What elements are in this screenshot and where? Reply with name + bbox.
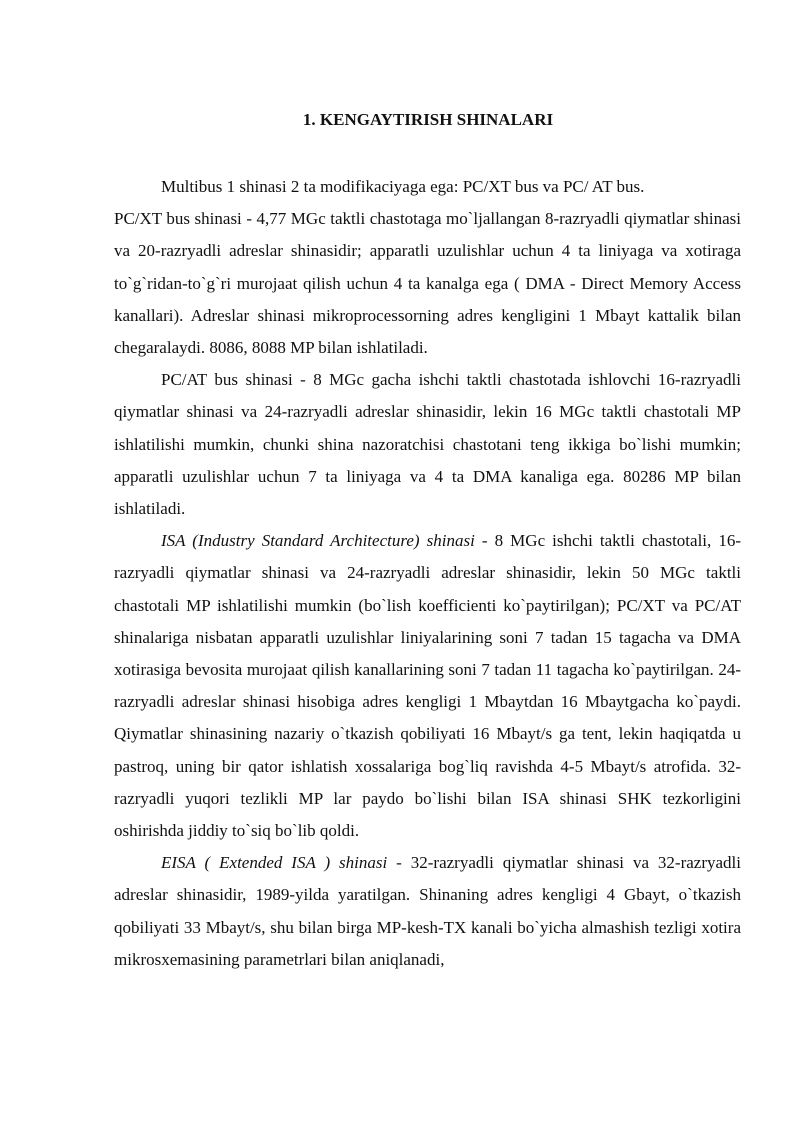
- paragraph-pc-xt: [114, 203, 741, 364]
- paragraph-multibus: [114, 171, 741, 203]
- paragraph-text: PC/XT bus shinasi - 4,77 MGc taktli chastotaga mo`ljallangan 8-razryadli qiymatlar shinasi va 20-razryadli adreslar shinasidir; apparatli uzulishlar uchun 4 ta liniyaga va xotiraga to`g`ridan-to`g`ri murojaat qilish uchun 4 ta kanalga ega ( DMA - Direct Memory Access kanallari). Adreslar shinasi mikroprocessorning adres kengligini 1 Mbayt kattalik bilan chegaralaydi. 8086, 8088 MP bilan ishlatiladi.: [114, 209, 741, 358]
- paragraph-eisa: [114, 847, 741, 976]
- paragraph-pc-at: [114, 364, 741, 525]
- paragraph-text: Multibus 1 shinasi 2 ta modifikaciyaga ega: PC/XT bus va PC/ AT bus.: [161, 177, 645, 196]
- paragraph-lead-italic: ISA (Industry Standard Architecture) shinasi: [161, 531, 475, 551]
- paragraph-text: - 32-razryadli qiymatlar shinasi va 32-razryadli adreslar shinasidir, 1989-yilda yaratilgan. Shinaning adres kengligi 4 Gbayt, o`tkazish qobiliyati 33 Mbayt/s, shu bilan birga MP-kesh-TX kanali bo`yicha almashish tezligi xotira mikrosxemasining parametrlari bilan aniqlanadi,: [114, 853, 741, 969]
- paragraph-isa: [114, 525, 741, 847]
- paragraph-text: PC/AT bus shinasi - 8 MGc gacha ishchi taktli chastotada ishlovchi 16-razryadli qiymatlar shinasi va 24-razryadli adreslar shinasidir, lekin 16 MGc taktli chastotali MP ishlatilishi mumkin, chunki shina nazoratchisi chastotani teng ikkiga bo`lishi mumkin; apparatli uzulishlar uchun 7 ta liniyaga va 4 ta DMA kanaliga ega. 80286 MP bilan ishlatiladi.: [114, 370, 741, 519]
- paragraph-lead-italic: EISA ( Extended ISA ) shinasi: [161, 853, 388, 873]
- paragraph-text: - 8 MGc ishchi taktli chastotali, 16-razryadli qiymatlar shinasi va 24-razryadli adreslar shinasidir, lekin 50 MGc taktli chastotali MP ishlatilishi mumkin (bo`lish koefficienti ko`paytirilgan); PC/XT va PC/AT shinalariga nisbatan apparatli uzulishlar liniyalarining soni 7 tadan 15 tagacha va DMA xotirasiga bevosita murojaat qilish kanallarining soni 7 tadan 11 tagacha ko`paytirilgan. 24-razryadli adreslar shinasi hisobiga adres kengligi 1 Mbaytdan 16 Mbaytgacha ko`paydi. Qiymatlar shinasining nazariy o`tkazish qobiliyati 16 Mbayt/s ga tent, lekin haqiqatda u pastroq, uning bir qator ishlatish xossalariga bog`liq ravishda 4-5 Mbayt/s atrofida. 32-razryadli yuqori tezlikli MP lar paydo bo`lishi bilan ISA shinasi SHK tezkorligini oshirishda jiddiy to`siq bo`lib qoldi.: [114, 531, 741, 841]
- document-body: [114, 171, 741, 976]
- document-title: 1. KENGAYTIRISH SHINALARI: [302, 110, 554, 129]
